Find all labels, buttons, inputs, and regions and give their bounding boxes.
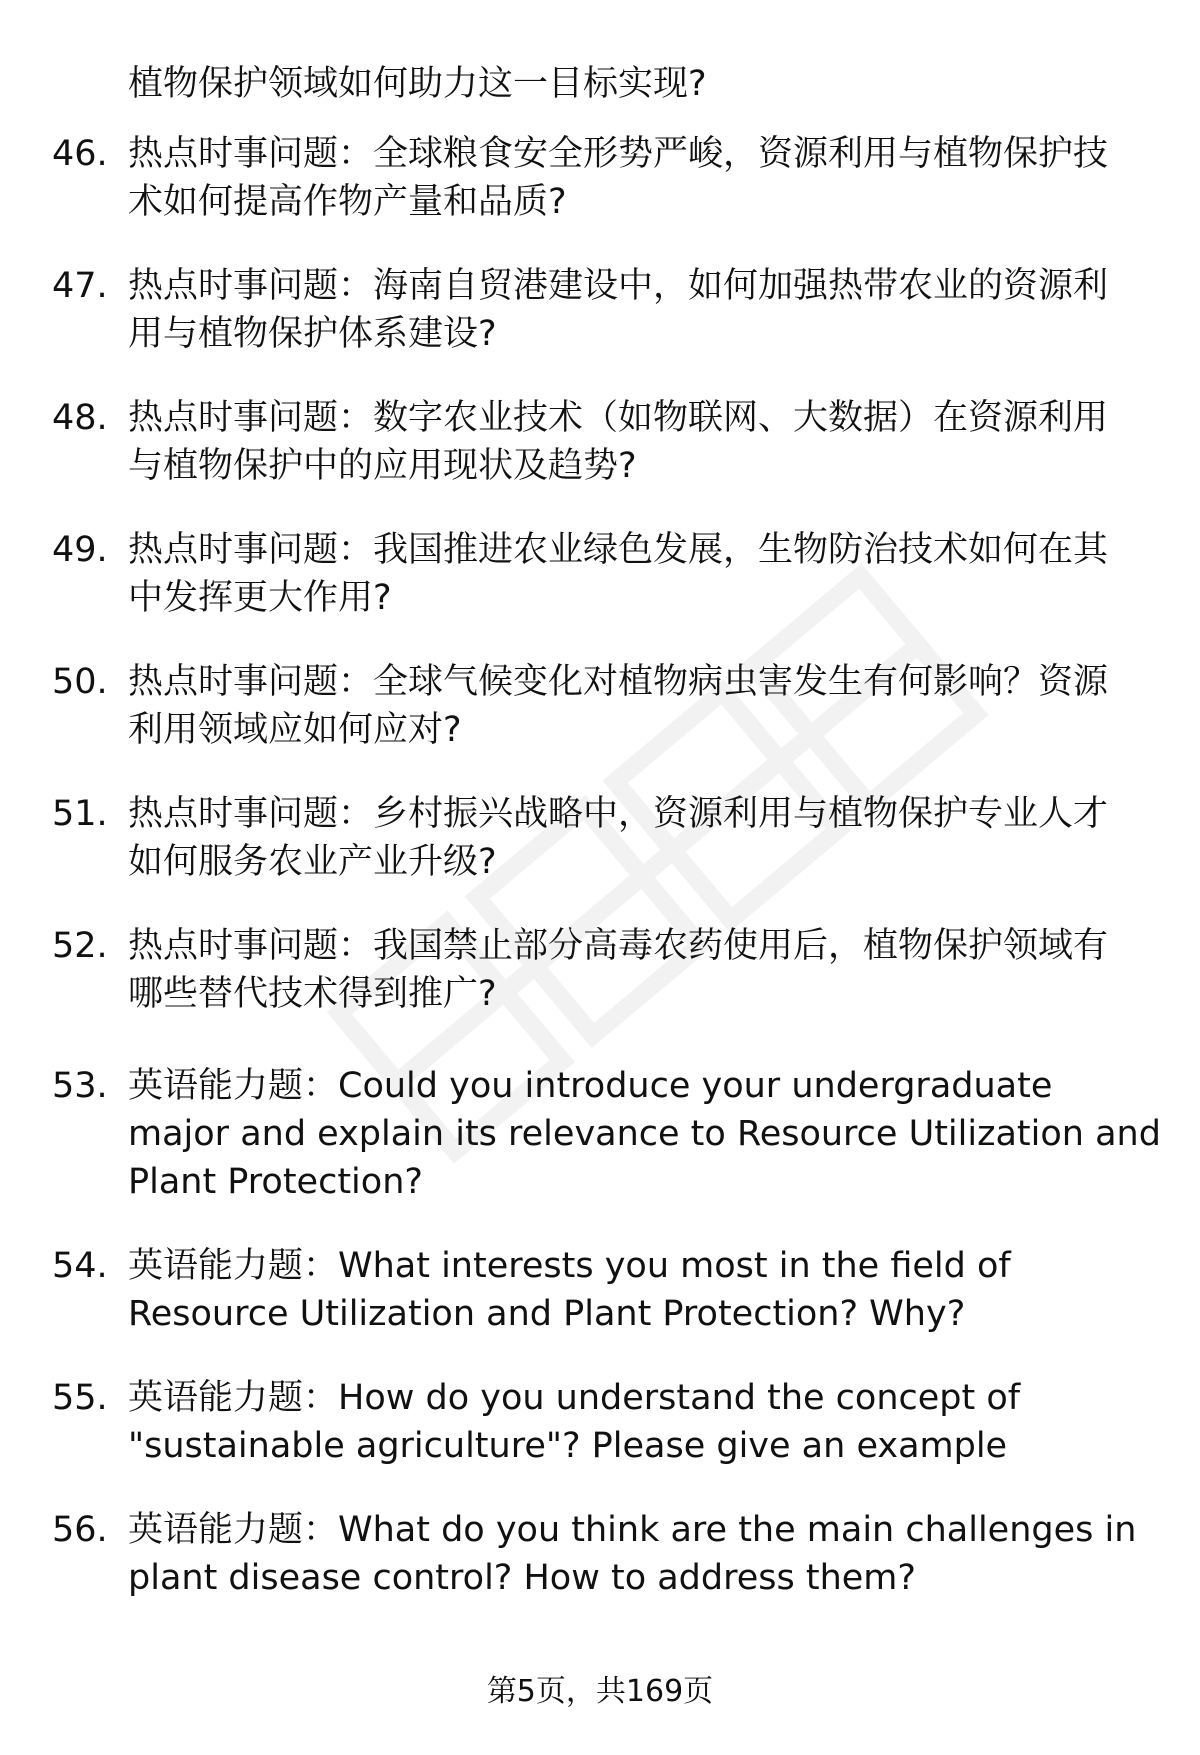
question-number: 48. (52, 398, 108, 438)
question-text (128, 1062, 1161, 1206)
question-text (128, 1242, 1138, 1338)
continuation-text: 植物保护领域如何助力这一目标实现? (128, 64, 707, 104)
question-line: 热点时事问题：我国推进农业绿色发展，生物防治技术如何在其 (128, 530, 1109, 570)
question-text (128, 1506, 1138, 1602)
question-number: 54. (52, 1246, 108, 1286)
question-line: Plant Protection? (128, 1162, 423, 1202)
question-number: 52. (52, 926, 108, 966)
page-footer: 第5页，共169页 (486, 1674, 714, 1709)
question-text (128, 526, 1138, 622)
question-line: 英语能力题：What do you think are the main challenges in (128, 1510, 1137, 1550)
question-text (128, 922, 1138, 1018)
question-number: 55. (52, 1378, 108, 1418)
question-text (128, 394, 1138, 490)
question-line: 哪些替代技术得到推广? (128, 974, 497, 1014)
question-line: 与植物保护中的应用现状及趋势? (128, 446, 637, 486)
question-line: 英语能力题：How do you understand the concept of (128, 1378, 1021, 1418)
question-text (128, 262, 1138, 358)
question-line: 用与植物保护体系建设? (128, 314, 497, 354)
question-line: 热点时事问题：全球气候变化对植物病虫害发生有何影响？资源 (128, 662, 1109, 702)
question-line: 热点时事问题：数字农业技术（如物联网、大数据）在资源利用 (128, 398, 1109, 438)
question-text (128, 790, 1138, 886)
question-line: 热点时事问题：海南自贸港建设中，如何加强热带农业的资源利 (128, 266, 1109, 306)
question-number: 56. (52, 1510, 108, 1550)
question-number: 47. (52, 266, 108, 306)
question-text (128, 130, 1138, 226)
question-line: plant disease control? How to address them? (128, 1558, 916, 1598)
question-number: 51. (52, 794, 108, 834)
question-number: 49. (52, 530, 108, 570)
question-number: 53. (52, 1066, 108, 1106)
question-line: major and explain its relevance to Resource Utilization and (128, 1114, 1161, 1154)
question-text (128, 658, 1138, 754)
question-line: 利用领域应如何应对? (128, 710, 462, 750)
question-line: 热点时事问题：我国禁止部分高毒农药使用后，植物保护领域有 (128, 926, 1109, 966)
question-line: "sustainable agriculture"? Please give an example (128, 1426, 1008, 1466)
question-number: 46. (52, 134, 108, 174)
question-text (128, 1374, 1138, 1470)
question-line: 热点时事问题：乡村振兴战略中，资源利用与植物保护专业人才 (128, 794, 1109, 834)
question-line: 如何服务农业产业升级? (128, 842, 497, 882)
question-line: 英语能力题：Could you introduce your undergraduate (128, 1066, 1053, 1106)
question-number: 50. (52, 662, 108, 702)
question-line: 热点时事问题：全球粮食安全形势严峻，资源利用与植物保护技 (128, 134, 1109, 174)
question-line: Resource Utilization and Plant Protection? Why? (128, 1294, 966, 1334)
question-line: 中发挥更大作用? (128, 578, 392, 618)
question-line: 术如何提高作物产量和品质? (128, 182, 567, 222)
question-line: 英语能力题：What interests you most in the field of (128, 1246, 1011, 1286)
